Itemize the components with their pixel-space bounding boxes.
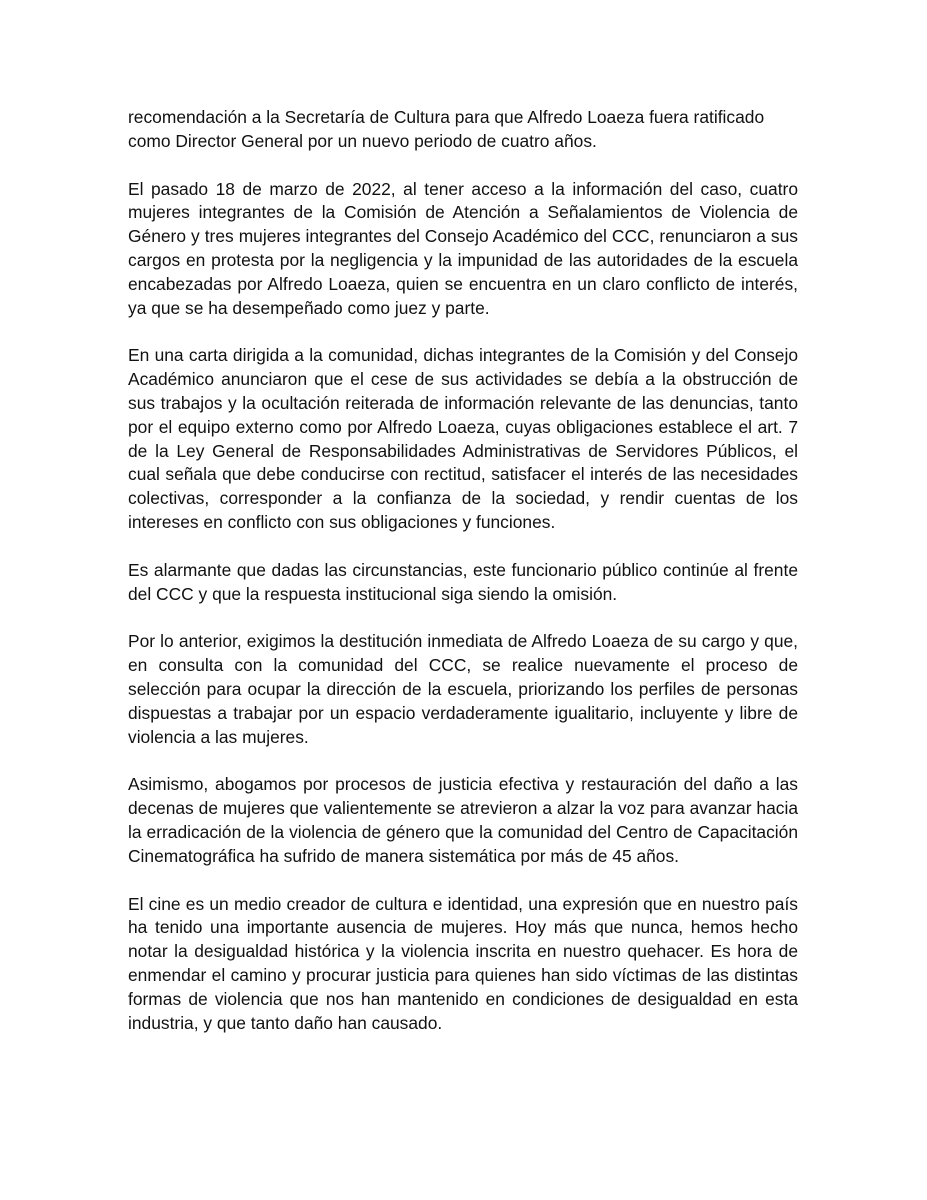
document-body bbox=[128, 106, 798, 1059]
paragraph-1: recomendación a la Secretaría de Cultura para que Alfredo Loaeza fuera ratificado como Director General por un nuevo periodo de cuatro años. bbox=[128, 107, 765, 151]
paragraph-5: Por lo anterior, exigimos la destitución inmediata de Alfredo Loaeza de su cargo y que, en consulta con la comunidad del CCC, se realice nuevamente el proceso de selección para ocupar la dirección de la escuela, priorizando los perfiles de personas dispuestas a trabajar por un espacio verdaderamente igualitario, incluyente y libre de violencia a las mujeres. bbox=[128, 631, 798, 747]
paragraph-3: En una carta dirigida a la comunidad, dichas integrantes de la Comisión y del Consejo Académico anunciaron que el cese de sus actividades se debía a la obstrucción de sus trabajos y la ocultación reiterada de información relevante de las denuncias, tanto por el equipo externo como por Alfredo Loaeza, cuyas obligaciones establece el art. 7 de la Ley General de Responsabilidades Administrativas de Servidores Públicos, el cual señala que debe conducirse con rectitud, satisfacer el interés de las necesidades colectivas, corresponder a la confianza de la sociedad, y rendir cuentas de los intereses en conflicto con sus obligaciones y funciones. bbox=[128, 345, 798, 532]
paragraph-7: El cine es un medio creador de cultura e identidad, una expresión que en nuestro país ha tenido una importante ausencia de mujeres. Hoy más que nunca, hemos hecho notar la desigualdad histórica y la violencia inscrita en nuestro quehacer. Es hora de enmendar el camino y procurar justicia para quienes han sido víctimas de las distintas formas de violencia que nos han mantenido en condiciones de desigualdad en esta industria, y que tanto daño han causado. bbox=[128, 893, 798, 1033]
paragraph-4: Es alarmante que dadas las circunstancias, este funcionario público continúe al frente del CCC y que la respuesta institucional siga siendo la omisión. bbox=[128, 559, 798, 604]
paragraph-2: El pasado 18 de marzo de 2022, al tener acceso a la información del caso, cuatro mujeres integrantes de la Comisión de Atención a Señalamientos de Violencia de Género y tres mujeres integrantes del Consejo Académico del CCC, renunciaron a sus cargos en protesta por la negligencia y la impunidad de las autoridades de la escuela encabezadas por Alfredo Loaeza, quien se encuentra en un claro conflicto de interés, ya que se ha desempeñado como juez y parte. bbox=[128, 178, 798, 318]
paragraph-6: Asimismo, abogamos por procesos de justicia efectiva y restauración del daño a las decenas de mujeres que valientemente se atrevieron a alzar la voz para avanzar hacia la erradicación de la violencia de género que la comunidad del Centro de Capacitación Cinematográfica ha sufrido de manera sistemática por más de 45 años. bbox=[128, 774, 798, 866]
